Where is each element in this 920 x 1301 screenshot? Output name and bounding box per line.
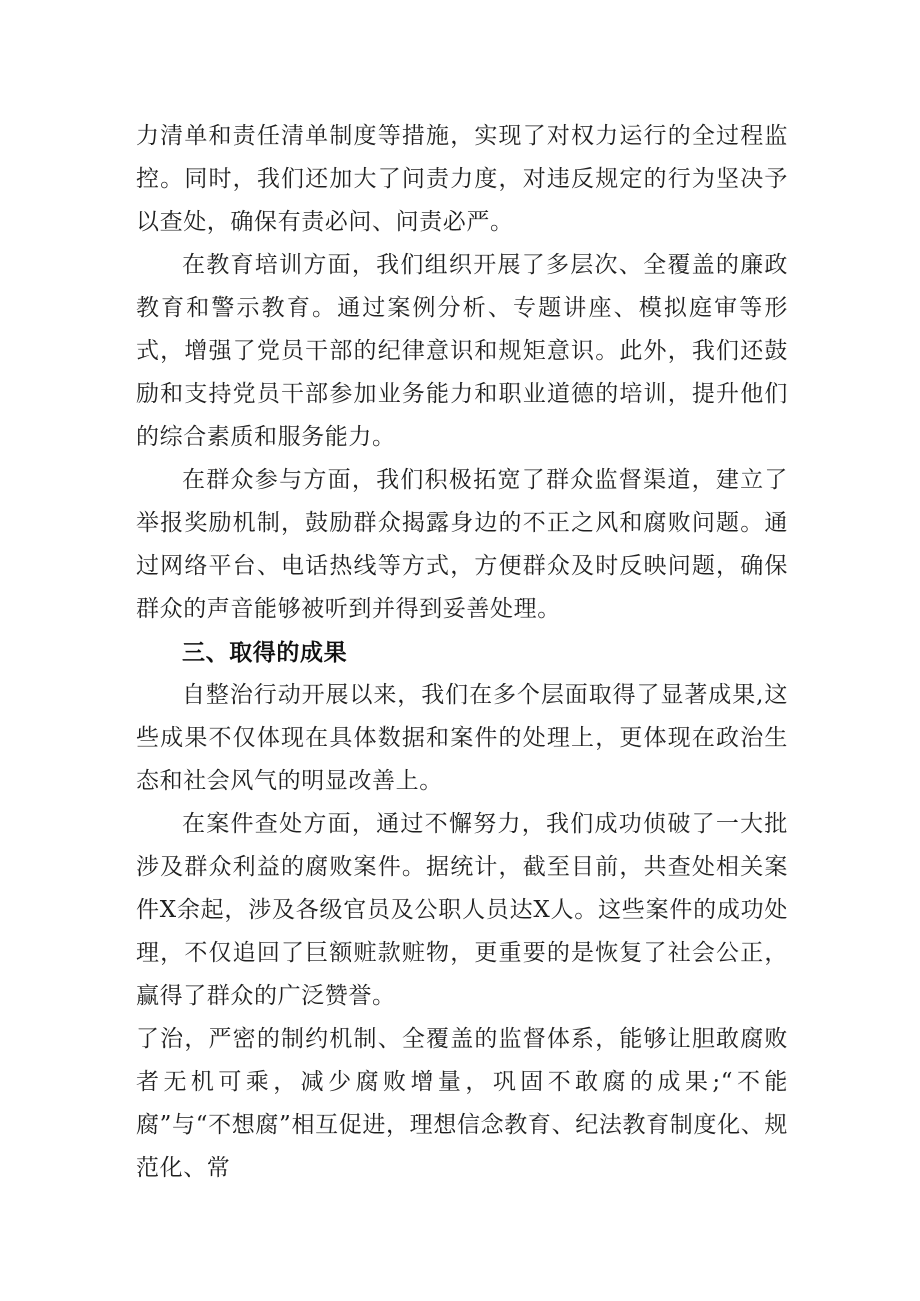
paragraph-education-training: 在教育培训方面，我们组织开展了多层次、全覆盖的廉政教育和警示教育。通过案例分析、专题讲座、模拟庭审等形式，增强了党员干部的纪律意识和规矩意识。此外，我们还鼓励和支持党员干部参加业务能力和职业道德的培训，提升他们的综合素质和服务能力。: [136, 252, 788, 450]
paragraph-public-participation: 在群众参与方面，我们积极拓宽了群众监督渠道，建立了举报奖励机制，鼓励群众揭露身边的不正之风和腐败问题。通过网络平台、电话热线等方式，方便群众及时反映问题，确保群众的声音能够被听到并得到妥善处理。: [136, 467, 788, 622]
paragraph-continuation: 力清单和责任清单制度等措施，实现了对权力运行的全过程监控。同时，我们还加大了问责力度，对违反规定的行为坚决予以查处，确保有责必问、问责必严。: [136, 123, 788, 235]
paragraph-mechanism: 了治，严密的制约机制、全覆盖的监督体系，能够让胆敢腐败者无机可乘，减少腐败增量，巩固不敢腐的成果;“不能腐”与“不想腐”相互促进，理想信念教育、纪法教育制度化、规范化、常: [136, 1026, 788, 1181]
paragraph-case-handling: 在案件查处方面，通过不懈努力，我们成功侦破了一大批涉及群众利益的腐败案件。据统计，截至目前，共查处相关案件X余起，涉及各级官员及公职人员达X人。这些案件的成功处理，不仅追回了巨额赃款赃物，更重要的是恢复了社会公正，赢得了群众的广泛赞誉。: [136, 811, 788, 1009]
section-heading-results: 三、取得的成果: [182, 639, 348, 666]
document-body: [136, 115, 788, 1190]
paragraph-results-intro: 自整治行动开展以来，我们在多个层面取得了显著成果,这些成果不仅体现在具体数据和案件的处理上，更体现在政治生态和社会风气的明显改善上。: [136, 682, 788, 794]
